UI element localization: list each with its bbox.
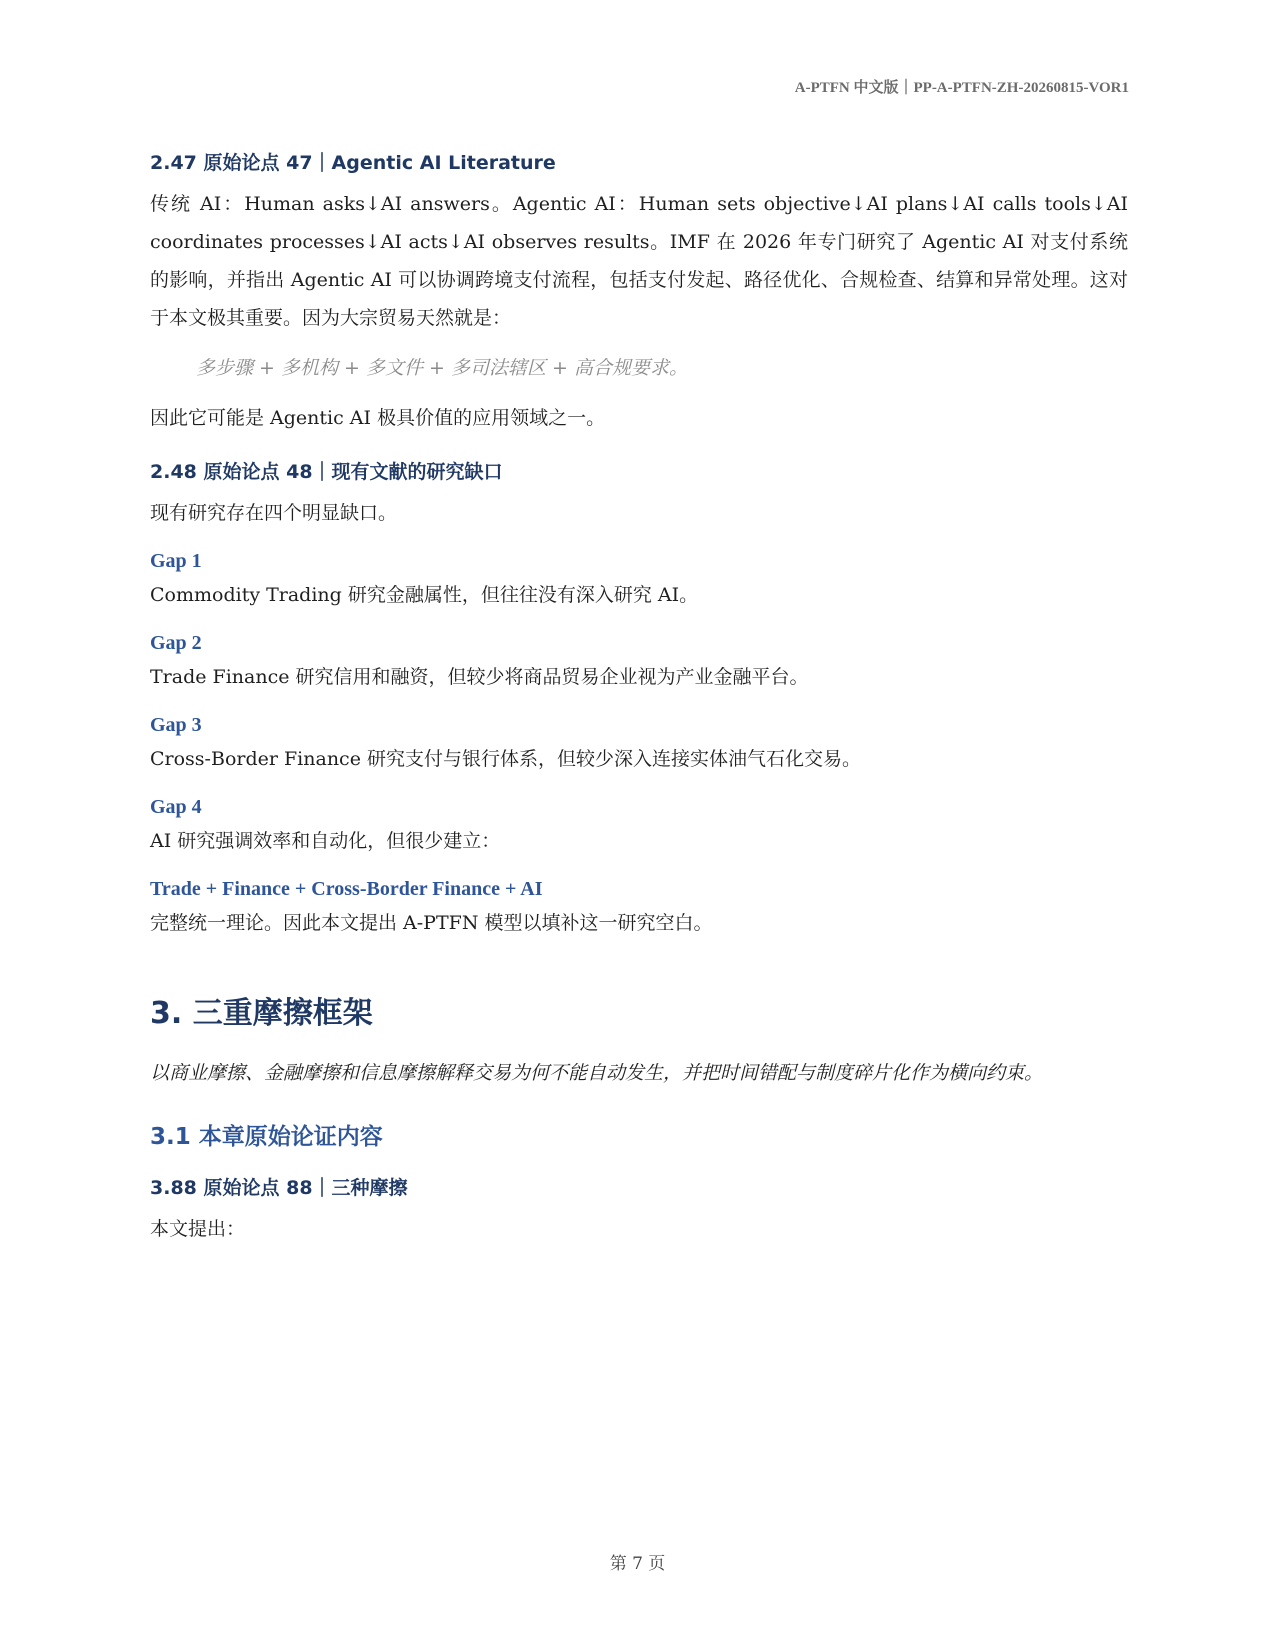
unified-formula: Trade + Finance + Cross-Border Finance + AI — [150, 878, 543, 900]
section-2-47-paragraph: 传统 AI：Human asks↓AI answers。Agentic AI：Human sets objective↓AI plans↓AI calls tools↓AI coordinates processes↓AI acts↓AI observes results。IMF 在 2026 年专门研究了 Agentic AI 对支付系统的影响，并指出 Agentic AI 可以协调跨境支付流程，包括支付发起、路径优化、合规检查、结算和异常处理。这对于本文极其重要。因为大宗贸易天然就是： — [150, 193, 1128, 329]
gap-1-label: Gap 1 — [150, 550, 202, 572]
gap-2-label: Gap 2 — [150, 632, 202, 654]
section-2-48-intro: 现有研究存在四个明显缺口。 — [150, 502, 398, 524]
section-2-48-conclusion: 完整统一理论。因此本文提出 A-PTFN 模型以填补这一研究空白。 — [150, 912, 713, 934]
section-2-47-quote: 多步骤 + 多机构 + 多文件 + 多司法辖区 + 高合规要求。 — [196, 357, 688, 379]
page-number: 第 7 页 — [609, 1554, 666, 1574]
gap-3-label: Gap 3 — [150, 714, 202, 736]
gap-1-text: Commodity Trading 研究金融属性，但往往没有深入研究 AI。 — [150, 584, 699, 606]
running-header: A-PTFN 中文版｜PP-A-PTFN-ZH-20260815-VOR1 — [794, 80, 1129, 96]
chapter-3-heading: 3. 三重摩擦框架 — [150, 996, 373, 1031]
section-2-47-conclusion: 因此它可能是 Agentic AI 极具价值的应用领域之一。 — [150, 407, 606, 429]
gap-4-label: Gap 4 — [150, 796, 202, 818]
chapter-3-intro: 以商业摩擦、金融摩擦和信息摩擦解释交易为何不能自动发生，并把时间错配与制度碎片化作为横向约束。 — [150, 1062, 1044, 1084]
section-2-48-heading: 2.48 原始论点 48｜现有文献的研究缺口 — [150, 461, 503, 483]
section-2-47-heading: 2.47 原始论点 47｜Agentic AI Literature — [150, 152, 556, 174]
page-content — [150, 148, 1128, 1248]
section-3-88-heading: 3.88 原始论点 88｜三种摩擦 — [150, 1177, 408, 1199]
gap-4-text: AI 研究强调效率和自动化，但很少建立： — [150, 830, 501, 852]
section-3-1-heading: 3.1 本章原始论证内容 — [150, 1124, 383, 1150]
gap-3-text: Cross-Border Finance 研究支付与银行体系，但较少深入连接实体油气石化交易。 — [150, 748, 861, 770]
section-3-88-paragraph: 本文提出： — [150, 1218, 246, 1240]
gap-2-text: Trade Finance 研究信用和融资，但较少将商品贸易企业视为产业金融平台。 — [150, 666, 809, 688]
